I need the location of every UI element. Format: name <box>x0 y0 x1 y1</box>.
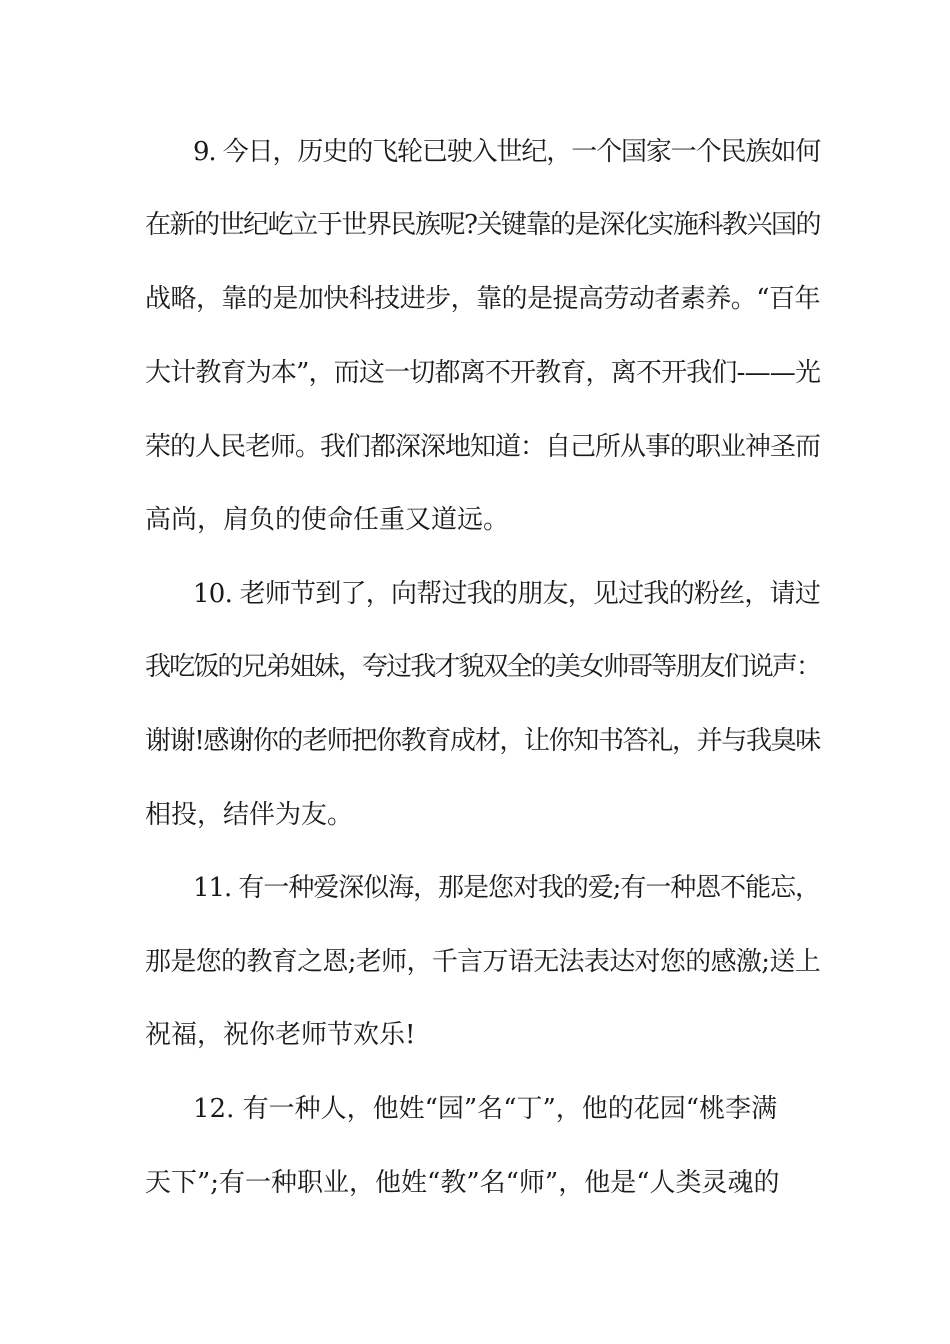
paragraph-10-line-3: 谢谢!感谢你的老师把你教育成材，让你知书答礼，并与我臭味 <box>145 726 820 756</box>
paragraph-10-line-4: 相投，结伴为友。 <box>145 800 354 830</box>
paragraph-10-line-1: 10. 老师节到了，向帮过我的朋友，见过我的粉丝，请过 <box>193 579 821 609</box>
paragraph-11-line-1: 11. 有一种爱深似海，那是您对我的爱;有一种恩不能忘， <box>193 873 820 903</box>
paragraph-11-line-3: 祝福，祝你老师节欢乐! <box>145 1020 416 1050</box>
paragraph-10-line-2: 我吃饭的兄弟姐妹，夸过我才貌双全的美女帅哥等朋友们说声： <box>145 652 821 682</box>
paragraph-9-line-5: 荣的人民老师。我们都深深地知道：自己所从事的职业神圣而 <box>145 432 821 462</box>
paragraph-9-line-3: 战略，靠的是加快科技进步，靠的是提高劳动者素养。“百年 <box>145 284 820 314</box>
paragraph-11-line-2: 那是您的教育之恩;老师，千言万语无法表达对您的感激;送上 <box>145 947 821 977</box>
paragraph-9-line-1: 9. 今日，历史的飞轮已驶入世纪，一个国家一个民族如何 <box>193 137 821 167</box>
paragraph-9-line-4: 大计教育为本”，而这一切都离不开教育，离不开我们-——光 <box>145 358 821 388</box>
paragraph-9-line-6: 高尚，肩负的使命任重又道远。 <box>145 505 510 535</box>
paragraph-9-line-2: 在新的世纪屹立于世界民族呢?关键靠的是深化实施科教兴国的 <box>145 210 821 240</box>
paragraph-12-line-2: 天下”;有一种职业，他姓“教”名“师”，他是“人类灵魂的 <box>145 1168 780 1198</box>
paragraph-12-line-1: 12. 有一种人，他姓“园”名“丁”，他的花园“桃李满 <box>193 1094 778 1124</box>
